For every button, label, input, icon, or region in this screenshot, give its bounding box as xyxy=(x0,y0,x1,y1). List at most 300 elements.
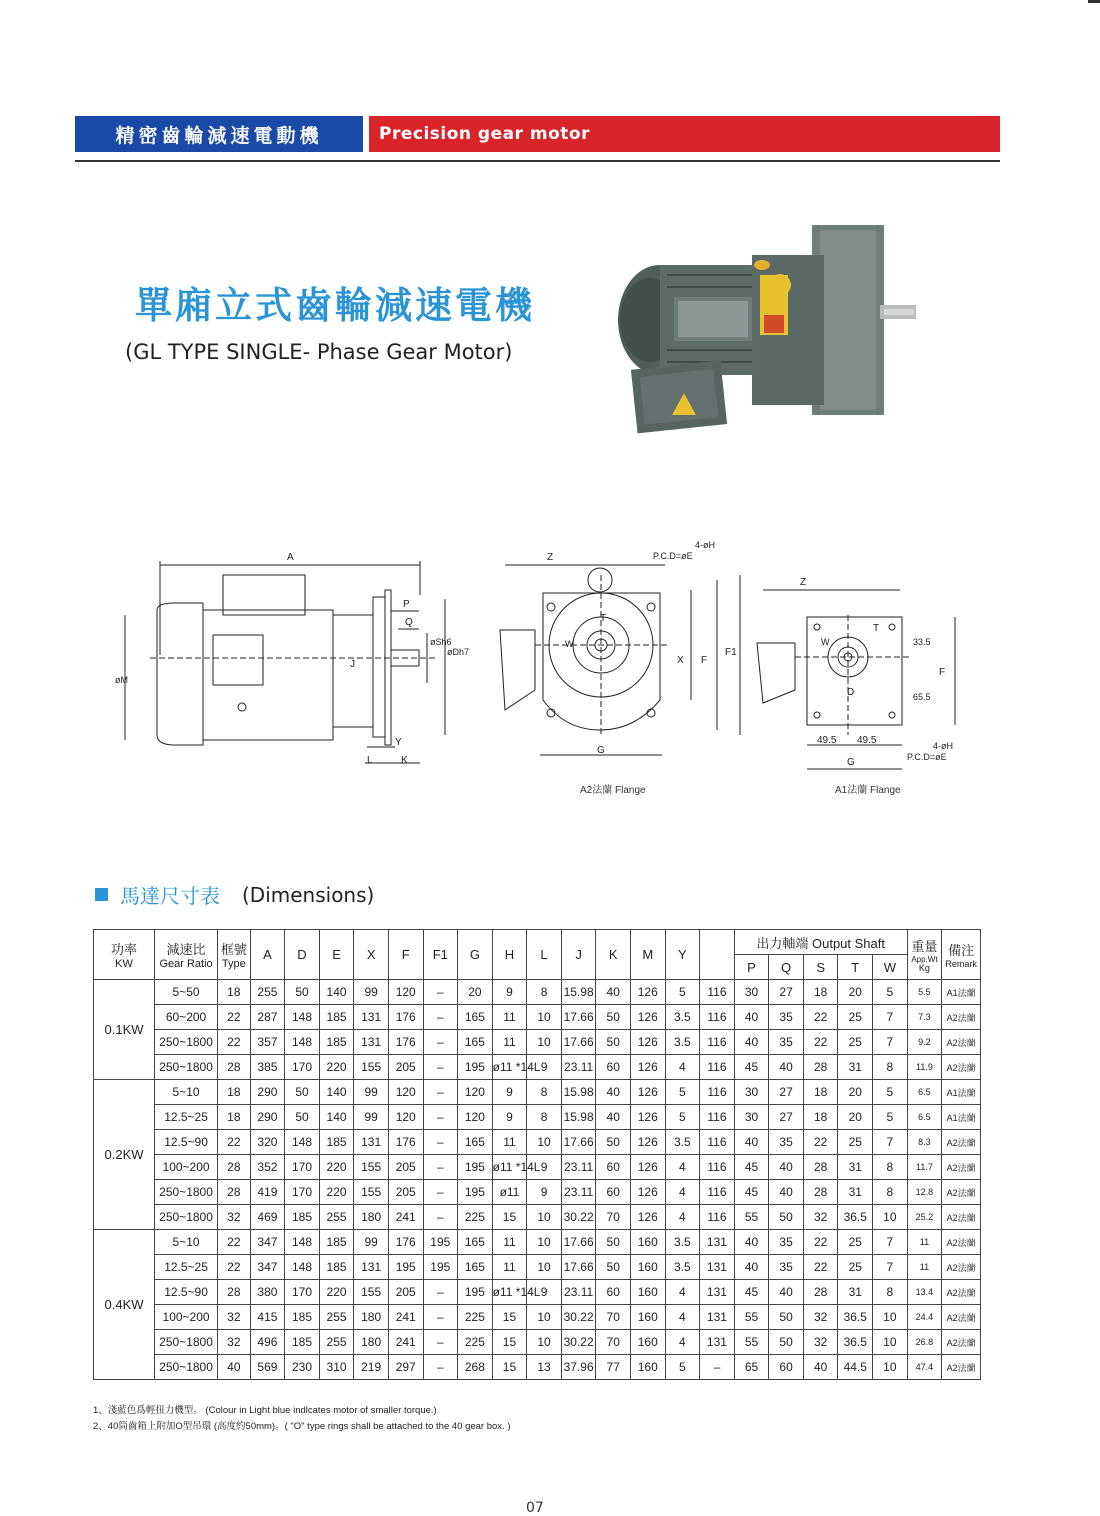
table-cell: – xyxy=(423,1305,458,1330)
table-cell: 31 xyxy=(838,1180,873,1205)
table-cell: 45 xyxy=(734,1155,769,1180)
header-cn-title: 精密齒輪減速電動機 xyxy=(115,124,323,147)
table-cell: 25 xyxy=(838,1230,873,1255)
table-cell: 3.5 xyxy=(665,1005,700,1030)
table-cell: 220 xyxy=(319,1280,354,1305)
table-cell: 22 xyxy=(218,1005,251,1030)
table-cell: ø11 *14L xyxy=(492,1280,527,1305)
table-cell: 8.3 xyxy=(907,1130,942,1155)
table-row xyxy=(94,1055,981,1080)
table-cell: 126 xyxy=(630,980,665,1005)
table-cell: 170 xyxy=(285,1155,320,1180)
table-cell: 219 xyxy=(354,1355,389,1380)
corner-mark xyxy=(1088,0,1100,3)
table-cell: 220 xyxy=(319,1180,354,1205)
table-cell: 28 xyxy=(218,1280,251,1305)
col-weight: 重量 App.Wt Kg xyxy=(907,930,942,980)
a2-flange-drawing xyxy=(500,540,740,796)
table-cell: 3.5 xyxy=(665,1255,700,1280)
footnote-2: 2、40筒齒箱上附加O型吊環 (高度約50mm)。( "O" type rings shall be attached to the 40 gear box. ) xyxy=(93,1421,511,1432)
table-cell: 35 xyxy=(769,1030,804,1055)
table-cell: 9 xyxy=(527,1155,562,1180)
table-cell: 131 xyxy=(354,1030,389,1055)
table-cell: 180 xyxy=(354,1305,389,1330)
table-cell: 25 xyxy=(838,1005,873,1030)
table-cell: 126 xyxy=(630,1205,665,1230)
table-cell: 40 xyxy=(769,1155,804,1180)
table-cell: 31 xyxy=(838,1055,873,1080)
table-cell: 10 xyxy=(527,1255,562,1280)
table-cell: 165 xyxy=(458,1005,493,1030)
table-cell: 140 xyxy=(319,980,354,1005)
footnotes xyxy=(93,1403,511,1435)
table-cell: 140 xyxy=(319,1080,354,1105)
table-cell: 65 xyxy=(734,1355,769,1380)
table-row xyxy=(94,1080,981,1105)
table-cell: 20 xyxy=(458,980,493,1005)
table-cell: 28 xyxy=(218,1055,251,1080)
table-cell: 5 xyxy=(873,980,908,1005)
table-cell: 10 xyxy=(873,1305,908,1330)
table-body xyxy=(94,980,981,1380)
table-cell: 8 xyxy=(873,1180,908,1205)
table-cell: 160 xyxy=(630,1305,665,1330)
table-cell: 40 xyxy=(734,1030,769,1055)
table-cell: 176 xyxy=(388,1230,423,1255)
table-cell: 6.5 xyxy=(907,1080,942,1105)
table-cell: 3.5 xyxy=(665,1030,700,1055)
a1-label-d: D xyxy=(847,687,855,698)
table-cell: 4 xyxy=(665,1330,700,1355)
col-f1: F1 xyxy=(423,930,458,980)
a1-label-495b: 49.5 xyxy=(857,735,877,746)
table-row xyxy=(94,1155,981,1180)
product-title-cn: 單廂立式齒輪減速電機 xyxy=(135,284,535,327)
table-cell: 120 xyxy=(458,1080,493,1105)
table-cell: A2法蘭 xyxy=(942,1005,981,1030)
table-cell: 3.5 xyxy=(665,1230,700,1255)
page-number: 07 xyxy=(526,1500,544,1516)
header-divider xyxy=(75,160,1000,162)
table-cell: A2法蘭 xyxy=(942,1180,981,1205)
table-cell: 11 xyxy=(907,1230,942,1255)
col-l: L xyxy=(527,930,562,980)
table-cell: 22 xyxy=(218,1030,251,1055)
table-cell: 5.5 xyxy=(907,980,942,1005)
table-cell: 18 xyxy=(218,980,251,1005)
table-cell: 148 xyxy=(285,1005,320,1030)
table-cell: 60 xyxy=(769,1355,804,1380)
col-e: E xyxy=(319,930,354,980)
table-cell: 250~1800 xyxy=(155,1355,218,1380)
table-cell: 99 xyxy=(354,980,389,1005)
col-g: G xyxy=(458,930,493,980)
table-cell: 40 xyxy=(769,1180,804,1205)
table-cell: 220 xyxy=(319,1155,354,1180)
table-cell: 35 xyxy=(769,1230,804,1255)
table-cell: 22 xyxy=(803,1230,838,1255)
table-cell: 352 xyxy=(250,1155,285,1180)
table-cell: 13.4 xyxy=(907,1280,942,1305)
table-cell: 50 xyxy=(596,1255,631,1280)
table-cell: – xyxy=(423,1105,458,1130)
table-cell: 15 xyxy=(492,1355,527,1380)
footnote-1: 1、淺藍色爲輕扭力機型。 (Colour in Light blue indlcates motor of smaller torque.) xyxy=(93,1405,437,1416)
table-row xyxy=(94,1105,981,1130)
table-cell: 290 xyxy=(250,1105,285,1130)
table-cell: 131 xyxy=(354,1130,389,1155)
table-cell: 4 xyxy=(665,1305,700,1330)
table-cell: 45 xyxy=(734,1280,769,1305)
table-cell: 4 xyxy=(665,1280,700,1305)
dimensions-heading xyxy=(95,880,374,909)
table-cell: 148 xyxy=(285,1255,320,1280)
table-cell: 250~1800 xyxy=(155,1330,218,1355)
table-cell: 24.4 xyxy=(907,1305,942,1330)
table-cell: 255 xyxy=(250,980,285,1005)
table-cell: 148 xyxy=(285,1230,320,1255)
table-cell: 12.8 xyxy=(907,1180,942,1205)
table-cell: 13 xyxy=(527,1355,562,1380)
table-cell: 415 xyxy=(250,1305,285,1330)
table-cell: 60~200 xyxy=(155,1005,218,1030)
table-cell: – xyxy=(423,980,458,1005)
table-row xyxy=(94,1355,981,1380)
table-cell: 170 xyxy=(285,1055,320,1080)
table-cell: 380 xyxy=(250,1280,285,1305)
table-cell: 160 xyxy=(630,1355,665,1380)
table-cell: 170 xyxy=(285,1280,320,1305)
col-ratio: 減速比 Gear Ratio xyxy=(155,930,218,980)
side-label-y: Y xyxy=(395,737,402,748)
table-cell: 45 xyxy=(734,1180,769,1205)
table-cell: 11 xyxy=(907,1255,942,1280)
table-cell: 40 xyxy=(218,1355,251,1380)
col-w: W xyxy=(873,955,908,980)
a2-label-t: T xyxy=(600,613,607,624)
table-cell: 241 xyxy=(388,1305,423,1330)
table-cell: 7.3 xyxy=(907,1005,942,1030)
table-cell: 23.11 xyxy=(561,1280,596,1305)
table-cell: 60 xyxy=(596,1180,631,1205)
table-cell: 27 xyxy=(769,1105,804,1130)
table-cell: 27 xyxy=(769,980,804,1005)
table-cell: 205 xyxy=(388,1155,423,1180)
table-cell: 320 xyxy=(250,1130,285,1155)
table-cell: 18 xyxy=(803,1080,838,1105)
table-cell: – xyxy=(423,1205,458,1230)
table-cell: 116 xyxy=(700,1105,735,1130)
table-cell: 28 xyxy=(218,1155,251,1180)
table-cell: 155 xyxy=(354,1155,389,1180)
table-cell: 195 xyxy=(423,1230,458,1255)
table-cell: 10 xyxy=(527,1130,562,1155)
table-cell: 11 xyxy=(492,1030,527,1055)
table-cell: 22 xyxy=(218,1130,251,1155)
table-cell: 9 xyxy=(492,1080,527,1105)
table-cell: 131 xyxy=(700,1230,735,1255)
col-k: K xyxy=(596,930,631,980)
table-cell: 18 xyxy=(803,980,838,1005)
table-cell: 55 xyxy=(734,1330,769,1355)
table-cell: 25 xyxy=(838,1130,873,1155)
table-cell: 5~50 xyxy=(155,980,218,1005)
table-cell: – xyxy=(423,1330,458,1355)
table-cell: 195 xyxy=(458,1155,493,1180)
table-cell: 357 xyxy=(250,1030,285,1055)
dimensions-table xyxy=(93,929,981,1380)
table-cell: 469 xyxy=(250,1205,285,1230)
table-cell: 60 xyxy=(596,1155,631,1180)
table-cell: ø11 xyxy=(492,1180,527,1205)
table-cell: 185 xyxy=(319,1255,354,1280)
side-label-om: øM xyxy=(115,675,128,685)
table-cell: 250~1800 xyxy=(155,1030,218,1055)
table-cell: 126 xyxy=(630,1180,665,1205)
table-cell: 225 xyxy=(458,1330,493,1355)
table-cell: A2法蘭 xyxy=(942,1055,981,1080)
col-t: T xyxy=(838,955,873,980)
col-x: X xyxy=(354,930,389,980)
table-cell: 126 xyxy=(630,1105,665,1130)
table-cell: 185 xyxy=(319,1230,354,1255)
table-cell: 50 xyxy=(596,1230,631,1255)
table-cell: 5 xyxy=(873,1105,908,1130)
table-cell: 23.11 xyxy=(561,1155,596,1180)
table-row xyxy=(94,1030,981,1055)
table-cell: 70 xyxy=(596,1330,631,1355)
table-cell: 195 xyxy=(458,1180,493,1205)
table-cell: 11 xyxy=(492,1230,527,1255)
table-row xyxy=(94,1130,981,1155)
col-blank xyxy=(700,930,735,980)
power-cell: 0.2KW xyxy=(94,1080,155,1230)
col-p: P xyxy=(734,955,769,980)
table-cell: 385 xyxy=(250,1055,285,1080)
table-cell: 131 xyxy=(700,1305,735,1330)
table-cell: 27 xyxy=(769,1080,804,1105)
table-cell: 160 xyxy=(630,1230,665,1255)
a1-label-t: T xyxy=(873,623,880,634)
table-cell: 30 xyxy=(734,980,769,1005)
table-cell: 22 xyxy=(218,1230,251,1255)
table-cell: 116 xyxy=(700,1055,735,1080)
table-cell: 37.96 xyxy=(561,1355,596,1380)
table-cell: 4 xyxy=(665,1155,700,1180)
a2-label-g: G xyxy=(597,745,605,756)
table-cell: 17.66 xyxy=(561,1005,596,1030)
table-cell: 8 xyxy=(873,1055,908,1080)
table-cell: 8 xyxy=(527,1080,562,1105)
table-cell: 25.2 xyxy=(907,1205,942,1230)
power-cell: 0.4KW xyxy=(94,1230,155,1380)
table-cell: 32 xyxy=(218,1205,251,1230)
table-cell: 9 xyxy=(492,980,527,1005)
table-cell: 170 xyxy=(285,1180,320,1205)
table-cell: 419 xyxy=(250,1180,285,1205)
table-cell: – xyxy=(423,1055,458,1080)
table-cell: 23.11 xyxy=(561,1180,596,1205)
table-cell: 7 xyxy=(873,1030,908,1055)
col-q: Q xyxy=(769,955,804,980)
side-label-l: L xyxy=(367,755,373,766)
table-cell: 4 xyxy=(665,1180,700,1205)
table-cell: 126 xyxy=(630,1055,665,1080)
table-cell: 155 xyxy=(354,1280,389,1305)
table-cell: 50 xyxy=(769,1305,804,1330)
table-cell: A2法蘭 xyxy=(942,1305,981,1330)
table-cell: 347 xyxy=(250,1230,285,1255)
table-cell: A2法蘭 xyxy=(942,1355,981,1380)
table-cell: 40 xyxy=(596,980,631,1005)
table-cell: 36.5 xyxy=(838,1330,873,1355)
table-cell: 30.22 xyxy=(561,1205,596,1230)
table-cell: 160 xyxy=(630,1280,665,1305)
table-cell: 30 xyxy=(734,1105,769,1130)
table-cell: 50 xyxy=(769,1330,804,1355)
a1-label-z: Z xyxy=(800,577,807,588)
table-cell: 220 xyxy=(319,1055,354,1080)
table-cell: 176 xyxy=(388,1130,423,1155)
table-cell: 7 xyxy=(873,1130,908,1155)
table-cell: 195 xyxy=(458,1280,493,1305)
table-cell: 32 xyxy=(218,1305,251,1330)
table-cell: 185 xyxy=(285,1305,320,1330)
dimensions-title-cn: 馬達尺寸表 xyxy=(120,884,220,908)
table-cell: 28 xyxy=(803,1155,838,1180)
table-cell: 10 xyxy=(873,1330,908,1355)
table-cell: 120 xyxy=(458,1105,493,1130)
square-bullet-icon xyxy=(95,888,108,901)
table-cell: 5~10 xyxy=(155,1230,218,1255)
table-cell: 99 xyxy=(354,1080,389,1105)
table-cell: 50 xyxy=(285,980,320,1005)
side-label-p: P xyxy=(403,599,410,610)
table-cell: 15.98 xyxy=(561,1080,596,1105)
table-cell: 205 xyxy=(388,1055,423,1080)
table-cell: 116 xyxy=(700,1155,735,1180)
table-cell: A2法蘭 xyxy=(942,1155,981,1180)
table-cell: 20 xyxy=(838,980,873,1005)
a2-label-f: F xyxy=(701,655,708,666)
a1-label-w: W xyxy=(821,637,830,647)
dimensions-title-en: (Dimensions) xyxy=(242,882,375,907)
table-cell: A2法蘭 xyxy=(942,1255,981,1280)
a1-label-f: F xyxy=(939,667,946,678)
col-m: M xyxy=(630,930,665,980)
table-cell: 28 xyxy=(803,1055,838,1080)
table-cell: 140 xyxy=(319,1105,354,1130)
a1-caption: A1法蘭 Flange xyxy=(835,785,901,796)
table-cell: 11 xyxy=(492,1005,527,1030)
table-row xyxy=(94,1005,981,1030)
table-cell: 7 xyxy=(873,1005,908,1030)
table-cell: 250~1800 xyxy=(155,1180,218,1205)
table-cell: 15.98 xyxy=(561,980,596,1005)
table-cell: 10 xyxy=(527,1230,562,1255)
product-title-en: (GL TYPE SINGLE- Phase Gear Motor) xyxy=(125,340,513,364)
table-cell: 22 xyxy=(803,1130,838,1155)
table-row xyxy=(94,1330,981,1355)
table-cell: 18 xyxy=(803,1105,838,1130)
table-cell: 255 xyxy=(319,1205,354,1230)
table-cell: A2法蘭 xyxy=(942,1330,981,1355)
a2-label-pcd: P.C.D=øE xyxy=(653,551,693,561)
header-cn-banner xyxy=(75,116,363,152)
table-cell: 4 xyxy=(665,1205,700,1230)
table-cell: 9 xyxy=(492,1105,527,1130)
table-cell: 126 xyxy=(630,1130,665,1155)
table-cell: 180 xyxy=(354,1330,389,1355)
table-cell: 180 xyxy=(354,1205,389,1230)
table-cell: – xyxy=(423,1005,458,1030)
table-cell: 17.66 xyxy=(561,1030,596,1055)
table-cell: 40 xyxy=(803,1355,838,1380)
table-cell: 255 xyxy=(319,1330,354,1355)
table-cell: 25 xyxy=(838,1255,873,1280)
table-row xyxy=(94,1180,981,1205)
table-cell: 100~200 xyxy=(155,1305,218,1330)
table-cell: 40 xyxy=(734,1130,769,1155)
table-cell: 4 xyxy=(665,1055,700,1080)
table-cell: 18 xyxy=(218,1080,251,1105)
table-cell: – xyxy=(423,1180,458,1205)
table-cell: 22 xyxy=(803,1255,838,1280)
table-cell: 6.5 xyxy=(907,1105,942,1130)
table-cell: 185 xyxy=(319,1005,354,1030)
table-cell: 126 xyxy=(630,1080,665,1105)
table-cell: 176 xyxy=(388,1005,423,1030)
table-cell: ø11 *14L xyxy=(492,1155,527,1180)
table-cell: 22 xyxy=(218,1255,251,1280)
table-cell: 5 xyxy=(665,980,700,1005)
table-cell: 70 xyxy=(596,1205,631,1230)
table-cell: 126 xyxy=(630,1155,665,1180)
table-row xyxy=(94,980,981,1005)
table-cell: A2法蘭 xyxy=(942,1030,981,1055)
table-cell: 230 xyxy=(285,1355,320,1380)
table-cell: 120 xyxy=(388,1080,423,1105)
table-cell: 116 xyxy=(700,1005,735,1030)
table-cell: 8 xyxy=(873,1155,908,1180)
power-cell: 0.1KW xyxy=(94,980,155,1080)
table-cell: 15 xyxy=(492,1330,527,1355)
a2-label-4oh: 4-øH xyxy=(695,540,715,550)
table-cell: 11.7 xyxy=(907,1155,942,1180)
table-cell: 8 xyxy=(873,1280,908,1305)
table-cell: 241 xyxy=(388,1330,423,1355)
a1-label-g: G xyxy=(847,757,855,768)
col-type: 框號 Type xyxy=(218,930,251,980)
table-cell: 40 xyxy=(769,1280,804,1305)
table-cell: 131 xyxy=(354,1005,389,1030)
table-cell: 310 xyxy=(319,1355,354,1380)
table-cell: 131 xyxy=(700,1255,735,1280)
table-cell: 165 xyxy=(458,1130,493,1155)
table-cell: 116 xyxy=(700,1030,735,1055)
table-cell: 120 xyxy=(388,1105,423,1130)
table-cell: 185 xyxy=(319,1030,354,1055)
table-cell: 50 xyxy=(596,1130,631,1155)
table-cell: 55 xyxy=(734,1205,769,1230)
table-cell: 50 xyxy=(285,1080,320,1105)
table-cell: – xyxy=(423,1155,458,1180)
table-cell: – xyxy=(423,1030,458,1055)
table-cell: 45 xyxy=(734,1055,769,1080)
table-cell: 15 xyxy=(492,1305,527,1330)
table-cell: 126 xyxy=(630,1005,665,1030)
table-cell: 116 xyxy=(700,1205,735,1230)
